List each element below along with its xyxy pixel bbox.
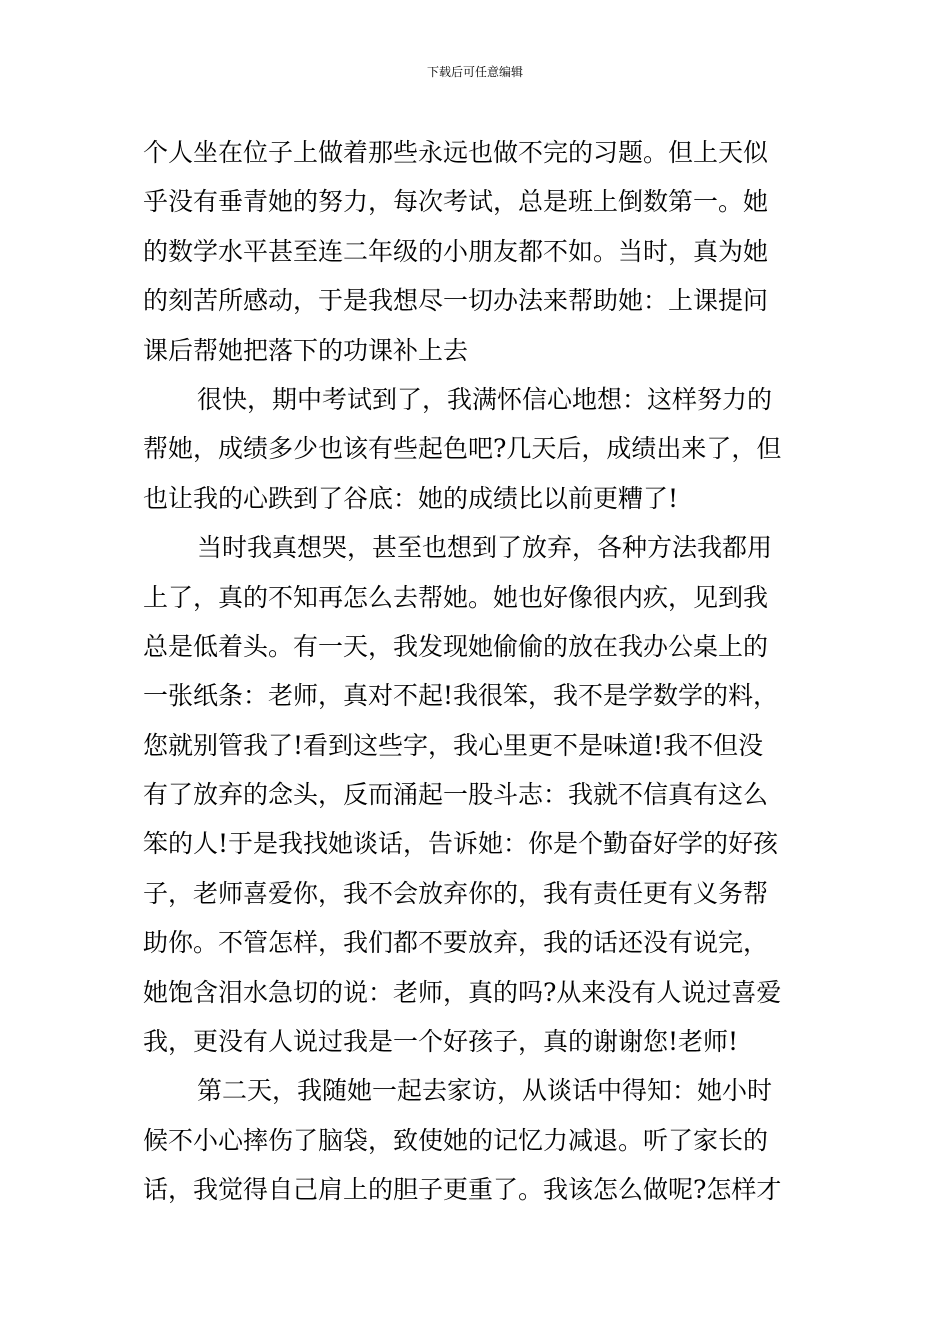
text-line: 也让我的心跌到了谷底：她的成绩比以前更糟了! — [143, 483, 679, 513]
text-line: 子，老师喜爱你，我不会放弃你的，我有责任更有义务帮 — [143, 878, 769, 908]
text-line: 我，更没有人说过我是一个好孩子，真的谢谢您!老师! — [143, 1027, 739, 1057]
page-header: 下载后可任意编辑 — [426, 65, 523, 79]
text-line: 的数学水平甚至连二年级的小朋友都不如。当时，真为她 — [143, 236, 769, 266]
text-line: 很快，期中考试到了，我满怀信心地想：这样努力的 — [197, 384, 773, 414]
text-line: 乎没有垂青她的努力，每次考试，总是班上倒数第一。她 — [143, 187, 769, 217]
text-line: 话，我觉得自己肩上的胆子更重了。我该怎么做呢?怎样才 — [143, 1175, 782, 1205]
text-line: 总是低着头。有一天，我发现她偷偷的放在我办公桌上的 — [143, 631, 769, 661]
text-line: 第二天，我随她一起去家访，从谈话中得知：她小时 — [197, 1076, 773, 1106]
text-line: 您就别管我了!看到这些字，我心里更不是味道!我不但没 — [143, 730, 764, 760]
paragraph-4 — [143, 1066, 813, 1214]
text-line: 当时我真想哭，甚至也想到了放弃，各种方法我都用 — [197, 533, 773, 563]
paragraph-2 — [143, 375, 813, 523]
paragraph-3 — [143, 523, 813, 1066]
text-line: 上了，真的不知再怎么去帮她。她也好像很内疚，见到我 — [143, 582, 769, 612]
document-body — [143, 128, 813, 1215]
text-line: 笨的人!于是我找她谈话，告诉她：你是个勤奋好学的好孩 — [143, 829, 779, 859]
text-line: 候不小心摔伤了脑袋，致使她的记忆力减退。听了家长的 — [143, 1125, 769, 1155]
text-line: 课后帮她把落下的功课补上去 — [143, 335, 469, 365]
paragraph-1 — [143, 128, 813, 375]
text-line: 帮她，成绩多少也该有些起色吧?几天后，成绩出来了，但 — [143, 434, 782, 464]
text-line: 个人坐在位子上做着那些永远也做不完的习题。但上天似 — [143, 138, 769, 167]
text-line: 一张纸条：老师，真对不起!我很笨，我不是学数学的料， — [143, 681, 779, 711]
text-line: 的刻苦所感动，于是我想尽一切办法来帮助她：上课提问 — [143, 286, 769, 316]
text-line: 她饱含泪水急切的说：老师，真的吗?从来没有人说过喜爱 — [143, 977, 782, 1007]
text-line: 有了放弃的念头，反而涌起一股斗志：我就不信真有这么 — [143, 780, 769, 810]
text-line: 助你。不管怎样，我们都不要放弃，我的话还没有说完， — [143, 928, 769, 958]
